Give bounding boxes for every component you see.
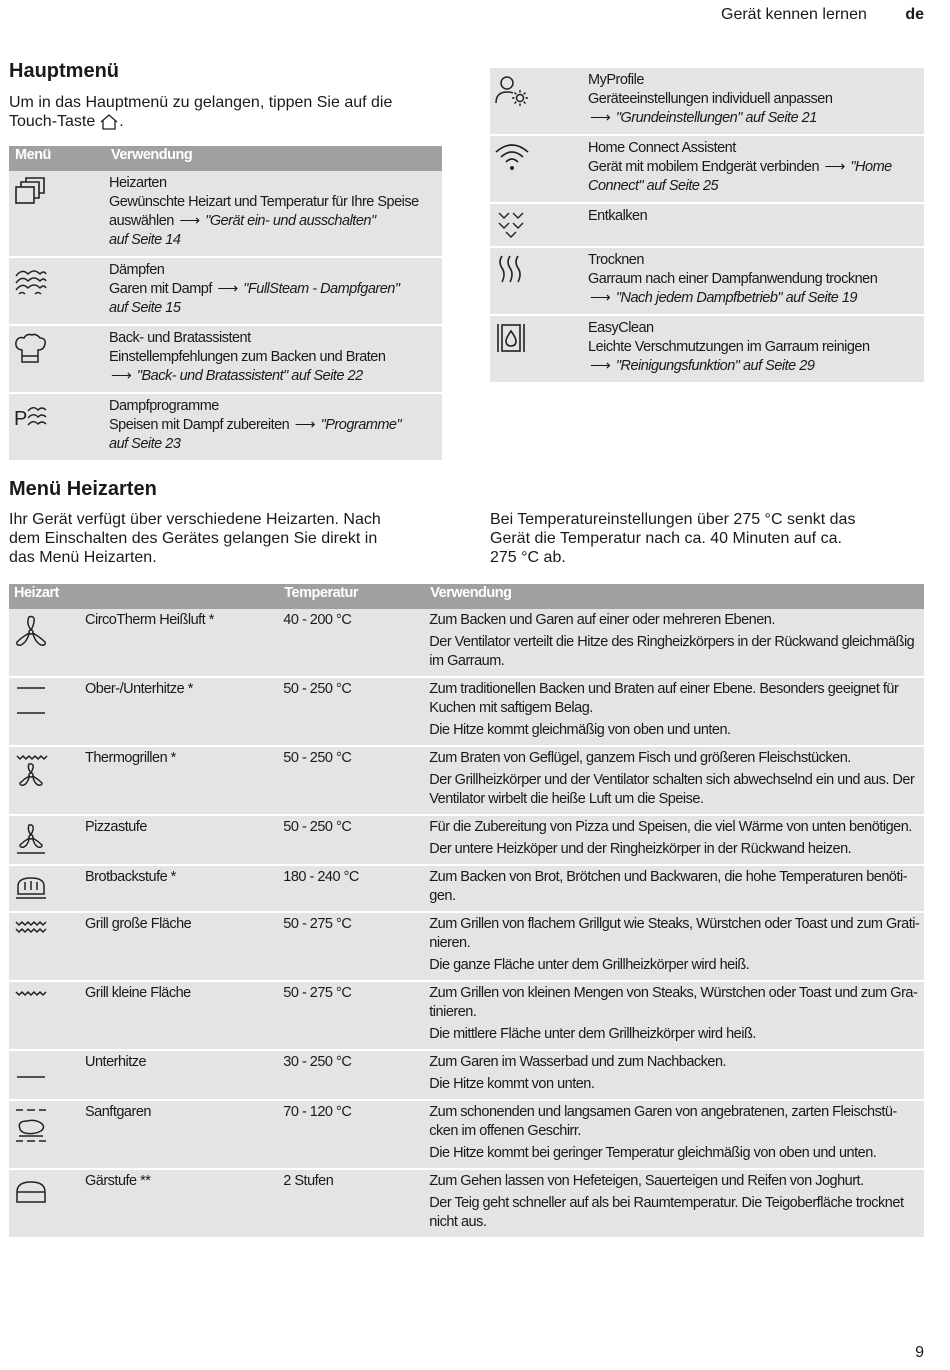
easyclean-icon xyxy=(494,322,528,354)
heizarten-icon xyxy=(13,177,47,207)
col-heating-mode: Heizart xyxy=(9,584,279,609)
page-number: 9 xyxy=(915,1344,924,1361)
heating-modes-table xyxy=(9,584,924,1239)
table-row: Gärstufe ** 2 Stufen Zum Gehen lassen von Hefeteigen, Sauerteigen und Reifen von Joghurt. Der Teig geht schneller auf als bei Raumtemperatur. Die Teigoberfläche trocknet nicht aus. xyxy=(9,1169,924,1238)
thermogrill-icon xyxy=(13,753,49,789)
main-menu-table-continued xyxy=(490,68,924,384)
table-row: Grill große Fläche 50 - 275 °C Zum Grillen von flachem Grillgut wie Steaks, Würstchen oder Toast und zum Grati- nieren. Die ganze Fläche unter dem Grillheizkörper wird heiß. xyxy=(9,912,924,981)
table-row: CircoTherm Heißluft * 40 - 200 °C Zum Backen und Garen auf einer oder mehreren Ebenen. Der Ventilator verteilt die Hitze des Ringheizkörpers in der Rückwand gleichmäßig im Garraum. xyxy=(9,609,924,677)
page-header xyxy=(721,6,924,24)
steam-programs-icon xyxy=(13,400,47,434)
table-row: Trocknen Garraum nach einer Dampfanwendung trocknen ⟶ "Nach jedem Dampfbetrieb" auf Seite 19 xyxy=(490,247,924,315)
arrow-icon: ⟶ xyxy=(590,358,611,374)
heizarten-title: Menü Heizarten xyxy=(9,478,157,500)
language-tag: de xyxy=(905,6,924,23)
svg-text:P: P xyxy=(14,408,27,430)
grill-large-icon xyxy=(13,919,49,947)
hauptmenu-title: Hauptmenü xyxy=(9,60,119,82)
heizarten-intro-left: Ihr Gerät verfügt über verschiedene Heizarten. Nach dem Einschalten des Gerätes gelangen Sie direkt in das Menü Heizarten. xyxy=(9,511,381,566)
table-row: Pizzastufe 50 - 250 °C Für die Zubereitung von Pizza und Speisen, die viel Wärme von unten benötigen. Der untere Heizköper und der Ringheizkörper in der Rückwand heizen. xyxy=(9,815,924,865)
table-row: EasyClean Leichte Verschmutzungen im Garraum reinigen ⟶ "Reinigungsfunktion" auf Seite 29 xyxy=(490,315,924,383)
user-gear-icon xyxy=(494,74,528,106)
home-icon xyxy=(99,113,119,131)
arrow-icon: ⟶ xyxy=(590,290,611,306)
grill-small-icon xyxy=(13,988,49,1008)
table-row: Sanftgaren 70 - 120 °C Zum schonenden und langsamen Garen von angebratenen, zarten Fleischstü- cken im offenen Geschirr. Die Hitze kommt bei geringer Temperatur gleichmäßig von oben und unten. xyxy=(9,1100,924,1169)
table-row: P Dampfprogramme Speisen mit Dampf zubereiten ⟶ "Programme" auf Seite 23 xyxy=(9,393,442,461)
bread-icon xyxy=(13,872,49,902)
arrow-icon: ⟶ xyxy=(294,417,316,433)
descale-icon xyxy=(494,210,528,240)
main-menu-table xyxy=(9,146,442,462)
arrow-icon: ⟶ xyxy=(111,368,132,384)
table-row: Heizarten Gewünschte Heizart und Temperatur für Ihre Speise auswählen ⟶ "Gerät ein- und ausschalten" auf Seite 14 xyxy=(9,171,442,257)
slow-cook-icon xyxy=(13,1107,49,1145)
hauptmenu-intro: Um in das Hauptmenü zu gelangen, tippen Sie auf die Touch-Taste . xyxy=(9,94,393,130)
wifi-icon xyxy=(494,142,530,172)
arrow-icon: ⟶ xyxy=(217,281,238,297)
col-use: Verwendung xyxy=(105,146,442,171)
table-row: Dämpfen Garen mit Dampf ⟶ "FullSteam - Dampfgaren" auf Seite 15 xyxy=(9,257,442,325)
col-usage: Verwendung xyxy=(425,584,924,609)
arrow-icon: ⟶ xyxy=(590,110,611,126)
dry-icon xyxy=(494,254,528,286)
table-row: Home Connect Assistent Gerät mit mobilem Endgerät verbinden ⟶ "Home Connect" auf Seite 25 xyxy=(490,135,924,203)
pizza-icon xyxy=(13,822,49,856)
arrow-icon: ⟶ xyxy=(179,213,200,229)
col-temperature: Temperatur xyxy=(279,584,425,609)
table-row: MyProfile Geräteeinstellungen individuell anpassen ⟶ "Grundeinstellungen" auf Seite 21 xyxy=(490,68,924,135)
table-row: Back- und Bratassistent Einstellempfehlungen zum Backen und Braten ⟶ "Back- und Bratassistent" auf Seite 22 xyxy=(9,325,442,393)
arrow-icon: ⟶ xyxy=(824,159,845,175)
table-row: Entkalken xyxy=(490,203,924,247)
proofing-icon xyxy=(13,1176,49,1208)
col-menu: Menü xyxy=(9,146,105,171)
chef-hat-icon xyxy=(13,332,47,366)
table-row: Grill kleine Fläche 50 - 275 °C Zum Grillen von kleinen Mengen von Steaks, Würstchen oder Toast und zum Gra- tinieren. Die mittlere Fläche unter dem Grillheizkörper wird heiß. xyxy=(9,981,924,1050)
table-row: Thermogrillen * 50 - 250 °C Zum Braten von Geflügel, ganzem Fisch und größeren Fleischstücken. Der Grillheizkörper und der Ventilator schalten sich abwechselnd ein und aus. Der Ventilator wirbelt die heiße Luft um die Speise. xyxy=(9,746,924,815)
fan-icon xyxy=(13,615,49,647)
heizarten-intro-right: Bei Temperatureinstellungen über 275 °C senkt das Gerät die Temperatur nach ca. 40 Minuten auf ca. 275 °C ab. xyxy=(490,511,856,566)
table-row: Ober-/Unterhitze * 50 - 250 °C Zum traditionellen Backen und Braten auf einer Ebene. Besonders geeignet für Kuchen mit saftigem Belag. Die Hitze kommt gleichmäßig von oben und unten. xyxy=(9,677,924,746)
table-row: Brotbackstufe * 180 - 240 °C Zum Backen von Brot, Brötchen und Backwaren, die hohe Temperaturen benöti- gen. xyxy=(9,865,924,912)
steam-icon xyxy=(13,264,47,298)
section-title: Gerät kennen lernen xyxy=(721,6,867,23)
table-row: Unterhitze 30 - 250 °C Zum Garen im Wasserbad und zum Nachbacken. Die Hitze kommt von unten. xyxy=(9,1050,924,1100)
bottom-heat-icon xyxy=(13,1057,49,1091)
top-bottom-heat-icon xyxy=(13,684,49,718)
